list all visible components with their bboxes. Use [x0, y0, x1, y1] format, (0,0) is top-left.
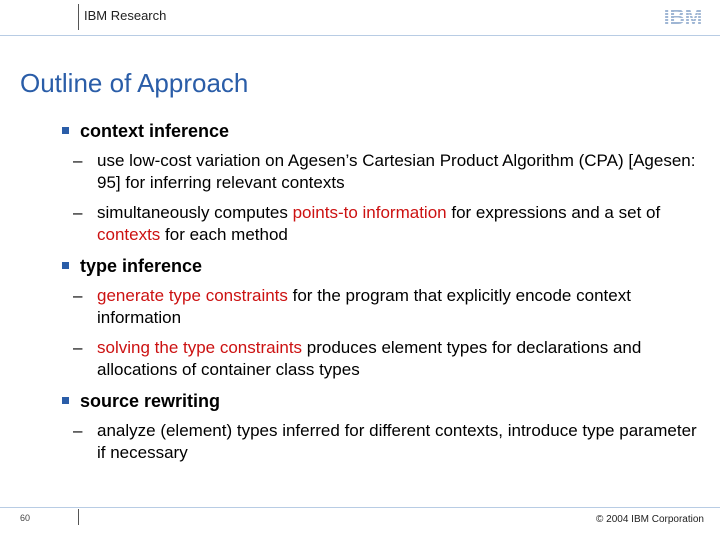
bullet-text: use low-cost variation on Agesen’s Cartesian Product Algorithm (CPA) [Agesen: 95] for inferring relevant contexts: [97, 151, 696, 192]
header-org: IBM Research: [84, 8, 167, 23]
footer-rule: [78, 509, 79, 525]
sub-bullet: [62, 420, 702, 464]
section-heading-text: source rewriting: [80, 391, 221, 411]
highlighted-text: contexts: [97, 225, 161, 244]
slide-title: Outline of Approach: [20, 68, 249, 98]
bullet-text: for the program that explicitly encode context information: [97, 286, 631, 327]
ibm-logo: [658, 4, 708, 28]
copyright: © 2004 IBM Corporation: [596, 514, 704, 525]
highlighted-text: solving the type constraints: [97, 338, 303, 357]
header-divider: [0, 35, 720, 36]
highlighted-text: points-to information: [292, 203, 447, 222]
footer-divider: [0, 507, 720, 508]
section-heading: [62, 120, 702, 142]
highlighted-text: generate type constraints: [97, 286, 288, 305]
svg-text:IBM: IBM: [663, 6, 703, 28]
square-bullet-icon: [62, 397, 69, 404]
section-heading-text: type inference: [80, 256, 203, 276]
header-rule: [78, 4, 79, 30]
dash-bullet-icon: –: [73, 151, 83, 170]
slide-content: [62, 120, 702, 464]
dash-bullet-icon: –: [73, 203, 83, 222]
dash-bullet-icon: –: [73, 286, 83, 305]
page-number: 60: [20, 513, 31, 523]
sub-bullet: [62, 337, 702, 381]
square-bullet-icon: [62, 127, 69, 134]
bullet-text: for each method: [160, 225, 288, 244]
bullet-text: produces element types for declarations and allocations of container class types: [97, 338, 642, 379]
dash-bullet-icon: –: [73, 338, 83, 357]
sub-bullet: [62, 202, 702, 246]
section-heading: [62, 390, 702, 412]
square-bullet-icon: [62, 262, 69, 269]
sub-bullet: [62, 150, 702, 194]
section-heading-text: context inference: [80, 121, 230, 141]
bullet-text: simultaneously computes: [97, 203, 293, 222]
section-heading: [62, 255, 702, 277]
dash-bullet-icon: –: [73, 421, 83, 440]
sub-bullet: [62, 285, 702, 329]
bullet-text: for expressions and a set of: [446, 203, 661, 222]
bullet-text: analyze (element) types inferred for different contexts, introduce type parameter if necessary: [97, 421, 697, 462]
